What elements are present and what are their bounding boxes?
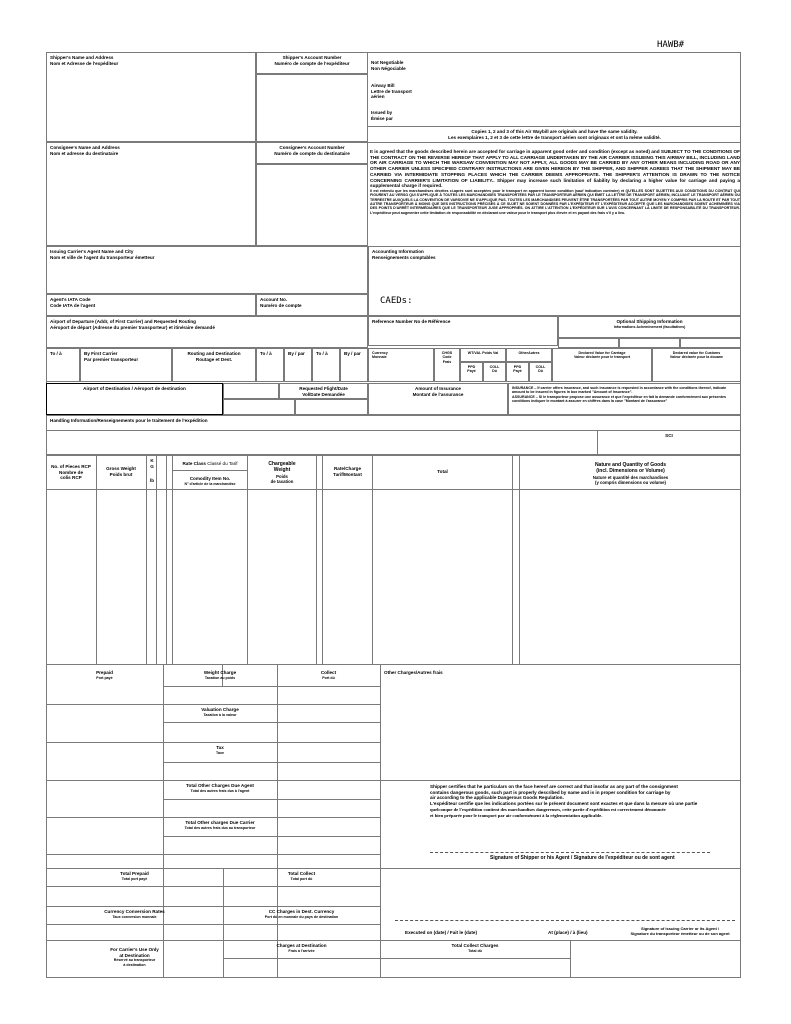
agent-name-box[interactable]: Issuing Carrier's Agent Name and City Nom et ville de l'agent du transporteur émetteur xyxy=(46,246,368,294)
agent-iata-box[interactable]: Agent's IATA Code Code IATA de l'agent xyxy=(46,294,256,316)
nature-quantity-header: Nature and Quantity of Goods (incl. Dimensions or Volume) Nature et quantité des marchandises (y compris dimensions ou volume) xyxy=(592,462,669,485)
consignee-account-value[interactable] xyxy=(256,164,368,246)
carrier-use-label: For Carrier's Use Only at Destination Réservé au transporteur à destination xyxy=(110,947,159,967)
departure-airport-box[interactable]: Airport of Departure (Addr, of First Carrier) and Requested Routing Aéroport de départ (Adresse du premier transporteur) et itinéraire demandé xyxy=(46,316,368,348)
by-field-2[interactable]: By / par xyxy=(340,348,368,382)
declared-carriage-field[interactable]: Declared Value for Carriage Valeur déclarée pour le transport xyxy=(552,348,652,382)
other-ppd-field[interactable]: PPD Payé xyxy=(506,362,529,382)
executed-date-label: Executed on (date) / Fait le (date) xyxy=(405,930,477,935)
wt-ppd-field[interactable]: PPD Payé xyxy=(460,362,483,382)
requested-flight-box[interactable]: Requested Flight/Date Vol/Date Demandée xyxy=(279,383,368,399)
wt-coll-field[interactable]: COLL Dû xyxy=(483,362,506,382)
sci-label: SCI xyxy=(665,433,673,438)
to-field-2[interactable]: To / à xyxy=(256,348,284,382)
carrier-charges-label: Total Other charges Due Carrier Total des autres frais dus au transporteur xyxy=(184,820,256,830)
other-coll-field[interactable]: COLL Dû xyxy=(529,362,552,382)
total-collect-charges-label: Total Collect Charges Total dû xyxy=(451,943,499,953)
handling-info-box[interactable]: Handling Information/Renseignements pour le traitement de l'expédition xyxy=(46,415,741,455)
to-field-3[interactable]: To / à xyxy=(312,348,340,382)
cc-charges-label: CC Charges in Dest. Currency Port dû en monnaie du pays de destination xyxy=(264,909,339,919)
commodity-header: Comodity Item No. N° d'article de la marchandise xyxy=(184,476,236,486)
consignee-account-box[interactable]: Consignee's Account Number Numéro de compte du destinataire xyxy=(256,142,368,164)
agent-charges-label: Total Other Charges Due Agent Total des autres frais dus à l'agent xyxy=(186,783,254,793)
other-charges-label: Other Charges/Autres frais xyxy=(384,670,443,675)
reference-number-box[interactable]: Reference Number No de Référence xyxy=(368,316,558,346)
by-field-1[interactable]: By / par xyxy=(284,348,312,382)
rate-charge-header: Rate/Charge Tarif/Montant xyxy=(333,466,362,477)
total-collect-label: Total Collect Total port dû xyxy=(287,871,316,881)
charges-at-destination-label: Charges at Destination Frais à l'arrivée xyxy=(276,943,327,953)
destination-airport-box[interactable]: Airport of Destination / Aéroport de destination xyxy=(46,383,223,415)
insurance-note: INSURANCE – If carrier offers insurance, and such insurance is requested in accordance with the conditions thereof, indicate amount to be insured in figures in box marked "Amount of Insurance". ASSURANCE – Si le transporteur propose une assurance et que l'expéditeur en fait la demande conformément aux présentes conditions indiquer le montant à assurer en chiffres dans la case "Montant de l'assurance" xyxy=(508,383,741,415)
total-header: Total xyxy=(437,469,448,474)
goods-table xyxy=(46,455,741,665)
to-field-1[interactable]: To / à xyxy=(46,348,80,382)
wt-val-header: WT/VAL Poids Val xyxy=(460,348,506,362)
shipper-account-box[interactable]: Shipper's Account Number Numéro de compte de l'expéditeur xyxy=(256,52,368,74)
charges-code-field[interactable]: CHGS Code Frais xyxy=(434,348,460,382)
collect-label: Collect Port dû xyxy=(320,670,337,680)
pieces-header: No. of Pieces RCP Nombre de colis RCP xyxy=(51,464,91,481)
shipper-name-box[interactable]: Shipper's Name and Address Nom et Adresse de l'expéditeur xyxy=(46,52,256,142)
shipper-account-value[interactable] xyxy=(256,74,368,142)
other-header: OtherAutres xyxy=(506,348,552,362)
gross-weight-header: Gross Weight Poids brut xyxy=(106,466,136,477)
rate-class-header: Rate Class Classé du Tarif xyxy=(182,461,238,466)
carrier-signature-label: Signature of issuing Carrier or its Agent / Signature du transporteur émetteur ou de son agent xyxy=(630,926,730,936)
optional-shipping-box[interactable]: Optional Shipping Information Informations Acheminement (facultatives) xyxy=(558,316,741,338)
kg-header: K G xyxy=(150,458,154,469)
copies-note: Copies 1, 2 and 3 of this Air Waybill are originals and have the same validity. Les exemplaires 1, 2 et 3 de cette lettre de transport aérien sont originaux et ont la même validité. xyxy=(448,129,661,140)
declared-customs-field[interactable]: Declared value for Customs Valeur déclarée pour la douane xyxy=(652,348,741,382)
first-carrier-field[interactable]: By First Carrier Par premier transporteur xyxy=(80,348,172,382)
shipper-certification: Shipper certifies that he particulars on the face hereof are correct and that insofar as any part of the consignment contains dangerous goods, such part is properly described by name and is in proper condition for carriage by air according to the applicable Dangerous Goods Regulation. L'expéditeur certifie que les indications portées sur le présent document sont exactes et que dans la mesure où une partie quelconque de l'expédition contient des marchandises dangereuses, cette partie d'expédition est correctement dénommée et bien préparée pour le transport par air conformément à la réglementation applicable. xyxy=(430,784,698,818)
valuation-charge-label: Valuation Charge Taxation à la valeur xyxy=(201,707,239,717)
place-label: At (place) / à (lieu) xyxy=(548,930,588,935)
total-prepaid-label: Total Prepaid Total port payé xyxy=(120,871,149,881)
caeds-label: CAEDs: xyxy=(380,296,413,306)
conversion-rates-label: Currency Conversion Rates Taux conversion monnaie xyxy=(104,909,165,919)
weight-charge-label: Weight Charge Taxation au poids xyxy=(203,670,237,680)
agent-account-box[interactable]: Account No. Numéro de compte xyxy=(256,294,368,316)
lb-header: lb xyxy=(149,478,155,483)
accounting-info-box[interactable]: Accounting Information Renseignements comptables xyxy=(368,246,741,316)
consignee-name-box[interactable]: Consignee's Name and Address Nom et adresse du destinataire xyxy=(46,142,256,246)
hawb-number-label: HAWB# xyxy=(657,40,685,50)
issued-by-label: Issued by Émise par xyxy=(371,110,393,121)
not-negotiable-label: Not Negotiable Non Négociable xyxy=(371,60,406,71)
currency-field[interactable]: Currency Monnaie xyxy=(368,348,434,382)
chargeable-weight-header: Chargeable Weight Poids de taxation xyxy=(268,461,296,484)
airway-bill-label: Airway Bill Lettre de transport aérien xyxy=(371,83,412,100)
conditions-text: It is agreed that the goods described herein are accepted for carriage in apparent good order and condition (except as noted) and SUBJECT TO THE CONDITIONS OF THE CONTRACT ON THE REVERSE HEREOF THAT APPLY TO ALL CARRIAGE UNDERTAKEN BY THE AIR CARRIER ISSUEING THIS AIRWAY BILL, INCLUDING LAND OR AIR CARRIAGE TO WHICH THE WARSAW CONVENTION MAY NOT APPLY, ALL GOODS MAY BE CARRIED BY ANY OTHER MEANS INCLUDING ROAD OR ANY OTHER CARRIER UNLESS SPECIFIED CONTRARY INSTRUCTIONS ARE GIVEN HEREON BY THE SHIPPER, AND SHIPPER AGREES THAT THE SHIPMENT MAY BE CARRIED VIA INTERMIDIATE STOPPING PLACES WHICH THE CARRIER DEEMS APPROPRIATE. THE SHIPPER'S ATTENTION IS DRAWN TO THE NOTICE CONCERNING CARRIER'S LIMITATION OF LIABILITY.. Shipper may increase such limitation of liability by declaring a higher value for carriage and paying a supplemental charge if required. Il est entendu que les marchandises décrites ci-après sont acceptées pour le transport en apparent bonne condition (sauf indication contraire) et QU'ELLES SONT SUJETTES AUX CONDITIONS DU CONTRAT QUI FIGURENT AU VERSO QUI S'APPLIQUE À TOUTES LES MARCHANDISES TRANSPORTÉES PAR LE TRANSPORTEUR AÉRIEN QUI ÉMET LA LETTRE DE TRANSPORT AÉRIEN, INCLUANT LE TRANSPORT AÉRIEN OU TERRESTRE AUXQUELS LA CONVENTION DE VARSOVIE NE S'APPLIQUE PAS. TOUTES LES MARCHANDISES PEUVENT ÊTRE TRANSPORTÉES PAR TOUT AUTRE MOYEN Y COMPRIS PAR LA ROUTE ET PAR TOUT AUTRE TRANSPORTEUR À MOINS QUE DES INSTRUCTIONS PRÉCISES À CE SUJET NE SOIENT DONNÉES PAR L'EXPÉDITEUR ET L'EXPÉDITEUR ACCEPTE QUE LES MARCHANDISES SOIENT ACHEMINÉES VIA DES POINTS D'ARRÊT INTERMÉDIAIRES QUE LE TRANSPORTEUR JUGE APPROPRIÉS. ON ATTIRE L'ATTENTION L'EXPÉDITEUR SUR L'AVIS CONCERNANT LA LIMITE DE RESPONSABILITÉ DU TRANSPORTEUR. L'expéditeur peut augmenter cette limitation de responsabilité en déclarant une valeur pour le transport plus élevée et en payant des frais s'il y a lieu. xyxy=(370,149,740,215)
prepaid-label: Prepaid Port payé xyxy=(96,670,113,680)
tax-label: Tax Taxe xyxy=(216,745,224,755)
routing-destination-field[interactable]: Routing and Destination Routage et Dest. xyxy=(172,348,256,382)
insurance-amount-box[interactable]: Amount of Insurance Montant de l'assurance xyxy=(368,383,508,415)
shipper-signature-label: Signature of Shipper or his Agent / Signature de l'expéditeur ou de sont agent xyxy=(490,855,675,861)
